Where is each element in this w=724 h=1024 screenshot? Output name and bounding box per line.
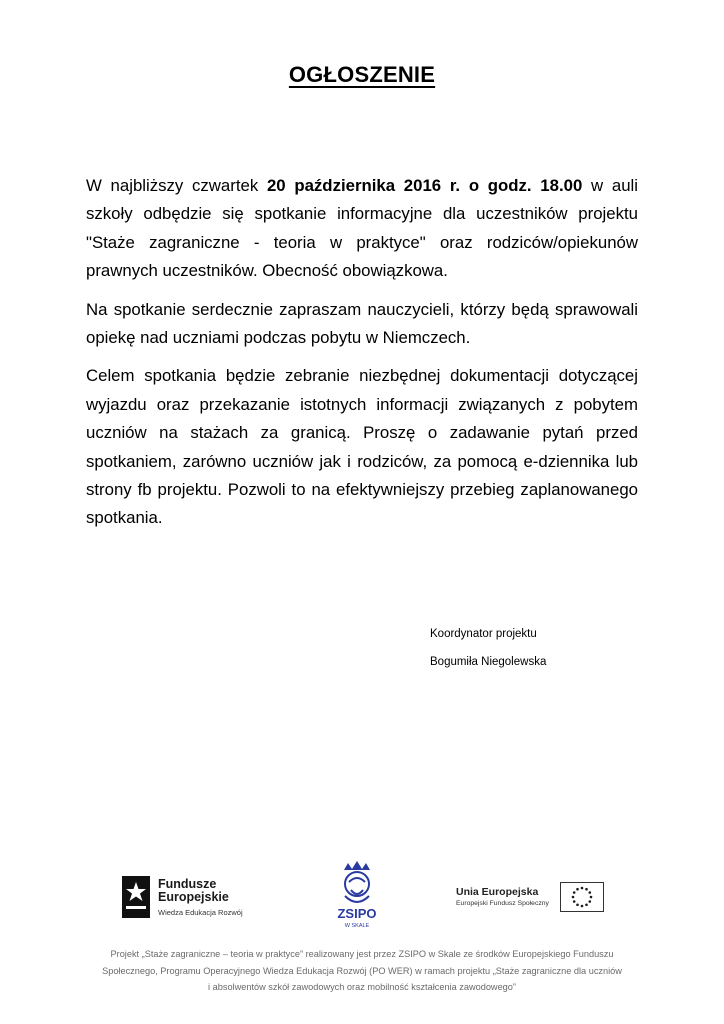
eu-flag-icon bbox=[560, 882, 604, 912]
fundusze-star-icon bbox=[122, 876, 150, 918]
footer-line-1: Projekt „Staże zagraniczne – teoria w praktyce” realizowany jest przez ZSIPO w Skale ze środków Europejskiego Funduszu bbox=[110, 949, 614, 959]
zsipo-name: ZSIPO bbox=[337, 906, 377, 921]
fundusze-europejskie-logo bbox=[122, 876, 272, 920]
zsipo-sub: W SKALE bbox=[344, 923, 370, 929]
footer-line-3: i absolwentów szkół zawodowych oraz mobilność kształcenia zawodowego” bbox=[208, 982, 516, 992]
paragraph-1-start: W najbliższy czwartek bbox=[86, 176, 267, 195]
fundusze-text bbox=[158, 878, 243, 919]
ue-line1: Unia Europejska bbox=[456, 886, 539, 898]
zsipo-logo bbox=[330, 860, 384, 930]
logo-bar bbox=[0, 860, 724, 930]
meeting-date: 20 października 2016 r. o godz. 18.00 bbox=[266, 176, 583, 195]
fundusze-line3: Wiedza Edukacja Rozwój bbox=[158, 908, 243, 917]
signature-name: Bogumiła Niegolewska bbox=[430, 656, 547, 668]
fundusze-line1: Fundusze bbox=[158, 877, 217, 891]
zsipo-crest-icon bbox=[330, 860, 384, 930]
document-title: OGŁOSZENIE bbox=[288, 62, 436, 87]
fundusze-line2: Europejskie bbox=[158, 890, 229, 904]
project-footer-note bbox=[80, 946, 644, 996]
signature-role: Koordynator projektu bbox=[430, 628, 537, 640]
signature-block bbox=[430, 628, 546, 684]
ue-text bbox=[456, 886, 549, 907]
footer-line-2: Społecznego, Programu Operacyjnego Wiedza Edukacja Rozwój (PO WER) w ramach projektu „Staże zagraniczne dla uczniów bbox=[102, 965, 622, 976]
paragraph-1-end: w auli szkoły odbędzie się spotkanie informacyjne dla uczestników projektu "Staże zagraniczne - teoria w praktyce" oraz rodziców/opiekunów prawnych uczestników. Obecność obowiązkowa. bbox=[86, 176, 638, 281]
paragraph-1 bbox=[86, 172, 638, 286]
document-body bbox=[86, 172, 638, 543]
ue-line2: Europejski Fundusz Społeczny bbox=[456, 900, 549, 907]
paragraph-2: Na spotkanie serdecznie zapraszam nauczycieli, którzy będą sprawowali opiekę nad uczniami podczas pobytu w Niemczech. bbox=[86, 299, 638, 348]
paragraph-3: Celem spotkania będzie zebranie niezbędnej dokumentacji dotyczącej wyjazdu oraz przekazanie istotnych informacji związanych z pobytem uczniów na stażach za granicą. Proszę o zadawanie pytań przed spotkaniem, zarówno uczniów jak i rodziców, za pomocą e-dziennika lub strony fb projektu. Pozwoli to na efektywniejszy przebieg zaplanowanego spotkania. bbox=[86, 366, 638, 528]
unia-europejska-logo bbox=[452, 882, 612, 922]
